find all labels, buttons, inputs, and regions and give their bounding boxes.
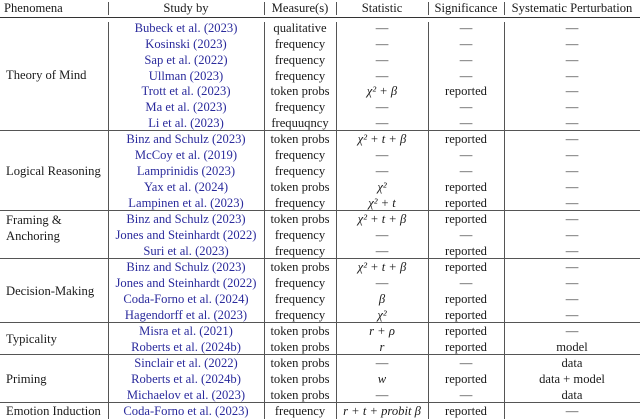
statistic-cell: χ² + t + β (357, 212, 407, 227)
study-cell[interactable]: Yax et al. (2024) (143, 180, 229, 194)
statistic-cell: — (375, 116, 389, 131)
study-cell[interactable]: Jones and Steinhardt (2022) (115, 276, 257, 291)
statistic-cell: χ² (377, 307, 387, 322)
column-divider (428, 210, 429, 259)
perturbation-cell: — (565, 404, 579, 419)
column-divider (504, 354, 505, 403)
phenomenon-label-text: Emotion Induction (6, 404, 101, 419)
significance-cell: reported (445, 340, 487, 354)
phenomenon-label (0, 403, 108, 419)
significance-cell: reported (445, 260, 487, 275)
phenomenon-label-line: Framing & (6, 213, 62, 228)
perturbation-cell: model (556, 340, 588, 354)
statistic-cell: χ² + t + β (357, 132, 407, 147)
significance-cell: reported (445, 243, 487, 258)
perturbation-cell: — (565, 84, 579, 99)
study-cell[interactable]: Jones and Steinhardt (2022) (115, 228, 257, 243)
significance-cell: — (459, 116, 473, 131)
statistic-cell: — (375, 243, 389, 258)
column-divider (336, 258, 337, 322)
column-divider (264, 258, 265, 322)
measure-cell: frequency (274, 404, 326, 419)
significance-cell: reported (445, 132, 487, 147)
study-cell[interactable]: Binz and Schulz (2023) (126, 260, 246, 275)
significance-cell: — (459, 68, 473, 83)
column-divider (428, 322, 429, 355)
column-divider (264, 2, 265, 15)
column-divider (428, 22, 429, 131)
column-divider (504, 258, 505, 322)
phenomenon-label (0, 259, 108, 322)
measure-cell: frequency (274, 243, 326, 258)
statistic-cell: — (375, 228, 389, 243)
significance-cell: — (459, 52, 473, 67)
study-cell[interactable]: Lamprinidis (2023) (136, 164, 236, 179)
column-divider (108, 258, 109, 322)
perturbation-cell: data + model (539, 372, 605, 387)
study-cell[interactable]: Roberts et al. (2024b) (131, 340, 241, 354)
measure-cell: frequency (274, 276, 326, 291)
study-cell[interactable]: McCoy et al. (2019) (134, 148, 238, 163)
study-cell[interactable]: Coda-Forno et al. (2023) (123, 404, 249, 419)
study-cell[interactable]: Michaelov et al. (2023) (126, 388, 246, 403)
statistic-cell: — (375, 36, 389, 51)
measure-cell: token probs (270, 356, 330, 371)
study-cell[interactable]: Trott et al. (2023) (141, 84, 231, 99)
column-divider (504, 130, 505, 210)
perturbation-cell: — (565, 52, 579, 67)
header-systematic-perturbation: Systematic Perturbation (511, 1, 633, 15)
study-cell[interactable]: Hagendorff et al. (2023) (124, 307, 248, 322)
header-significance: Significance (434, 1, 498, 15)
perturbation-cell: data (561, 388, 583, 403)
perturbation-cell: — (565, 291, 579, 306)
perturbation-cell: — (565, 307, 579, 322)
measure-cell: frequency (274, 195, 326, 210)
measure-cell: qualitative (273, 21, 327, 35)
column-divider (108, 354, 109, 403)
column-divider (108, 130, 109, 210)
measure-cell: token probs (270, 132, 330, 147)
header-phenomena: Phenomena (4, 1, 63, 15)
header-study-by: Study by (163, 1, 209, 15)
significance-cell: — (459, 36, 473, 51)
phenomenon-label (0, 211, 108, 259)
perturbation-cell: data (561, 356, 583, 371)
column-divider (428, 354, 429, 403)
study-cell[interactable]: Binz and Schulz (2023) (126, 132, 246, 147)
significance-cell: reported (445, 212, 487, 227)
column-divider (264, 130, 265, 210)
phenomenon-label (0, 355, 108, 403)
perturbation-cell: — (565, 21, 579, 35)
measure-cell: token probs (270, 372, 330, 387)
measure-cell: token probs (270, 212, 330, 227)
perturbation-cell: — (565, 228, 579, 243)
perturbation-cell: — (565, 276, 579, 291)
statistic-cell: χ² (377, 180, 387, 194)
column-divider (264, 210, 265, 259)
column-divider (504, 402, 505, 419)
measure-cell: frequency (274, 68, 326, 83)
column-divider (428, 2, 429, 15)
phenomenon-label-text: Logical Reasoning (6, 164, 101, 179)
significance-cell: reported (445, 372, 487, 387)
column-divider (336, 22, 337, 131)
measure-cell: token probs (270, 180, 330, 194)
statistic-cell: — (375, 388, 389, 403)
phenomenon-label (0, 20, 108, 131)
study-cell[interactable]: Suri et al. (2023) (143, 243, 229, 258)
measure-cell: token probs (270, 388, 330, 403)
study-cell[interactable]: Li et al. (2023) (148, 116, 224, 131)
phenomenon-label (0, 131, 108, 210)
statistic-cell: — (375, 164, 389, 179)
header-statistic: Statistic (361, 1, 403, 15)
statistic-cell: w (377, 372, 387, 387)
column-divider (108, 22, 109, 131)
significance-cell: — (459, 100, 473, 115)
statistic-cell: — (375, 276, 389, 291)
perturbation-cell: — (565, 164, 579, 179)
significance-cell: — (459, 21, 473, 35)
phenomenon-label-text: Typicality (6, 331, 57, 346)
column-divider (504, 2, 505, 15)
study-cell[interactable]: Kosinski (2023) (145, 36, 227, 51)
study-cell[interactable]: Coda-Forno et al. (2024) (123, 291, 249, 306)
study-cell[interactable]: Ullman (2023) (148, 68, 224, 83)
significance-cell: reported (445, 307, 487, 322)
measure-cell: token probs (270, 324, 330, 339)
statistic-cell: — (375, 52, 389, 67)
perturbation-cell: — (565, 132, 579, 147)
measure-cell: frequency (274, 307, 326, 322)
column-divider (108, 322, 109, 355)
column-divider (336, 354, 337, 403)
study-cell[interactable]: Sap et al. (2022) (144, 52, 228, 67)
statistic-cell: χ² + t + β (357, 260, 407, 275)
column-divider (108, 2, 109, 15)
perturbation-cell: — (565, 148, 579, 163)
column-divider (264, 354, 265, 403)
column-divider (336, 402, 337, 419)
measure-cell: frequency (274, 36, 326, 51)
significance-cell: reported (445, 180, 487, 194)
significance-cell: — (459, 388, 473, 403)
table-header (0, 0, 640, 18)
measure-cell: frequency (274, 164, 326, 179)
column-divider (504, 322, 505, 355)
statistic-cell: χ² + t (368, 195, 396, 210)
perturbation-cell: — (565, 212, 579, 227)
column-divider (264, 22, 265, 131)
study-cell[interactable]: Lampinen et al. (2023) (128, 195, 244, 210)
column-divider (108, 402, 109, 419)
measure-cell: frequency (274, 148, 326, 163)
measure-cell: frequuqncy (271, 116, 329, 131)
column-divider (336, 130, 337, 210)
statistic-cell: r (379, 340, 385, 354)
significance-cell: — (459, 148, 473, 163)
perturbation-cell: — (565, 243, 579, 258)
measure-cell: token probs (270, 260, 330, 275)
study-cell[interactable]: Binz and Schulz (2023) (126, 212, 246, 227)
perturbation-cell: — (565, 116, 579, 131)
column-divider (504, 210, 505, 259)
column-divider (264, 402, 265, 419)
phenomenon-label-text: Priming (6, 372, 47, 387)
phenomenon-label (0, 323, 108, 355)
column-divider (336, 210, 337, 259)
perturbation-cell: — (565, 260, 579, 275)
column-divider (428, 258, 429, 322)
phenomenon-label-text: Theory of Mind (6, 68, 87, 83)
perturbation-cell: — (565, 180, 579, 194)
significance-cell: — (459, 356, 473, 371)
statistic-cell: — (375, 21, 389, 35)
study-cell[interactable]: Roberts et al. (2024b) (131, 372, 241, 387)
column-divider (504, 22, 505, 131)
significance-cell: — (459, 276, 473, 291)
statistic-cell: β (378, 291, 386, 306)
measure-cell: frequency (274, 52, 326, 67)
perturbation-cell: — (565, 36, 579, 51)
phenomenon-label-line: Anchoring (6, 229, 60, 244)
measure-cell: frequency (274, 228, 326, 243)
perturbation-cell: — (565, 68, 579, 83)
study-cell[interactable]: Misra et al. (2021) (139, 324, 233, 339)
statistic-cell: χ² + β (366, 84, 398, 99)
study-cell[interactable]: Sinclair et al. (2022) (134, 356, 238, 371)
measure-cell: token probs (270, 340, 330, 354)
perturbation-cell: — (565, 195, 579, 210)
column-divider (428, 402, 429, 419)
perturbation-cell: — (565, 100, 579, 115)
measure-cell: frequency (274, 291, 326, 306)
study-cell[interactable]: Bubeck et al. (2023) (134, 21, 238, 35)
column-divider (264, 322, 265, 355)
significance-cell: — (459, 164, 473, 179)
statistic-cell: — (375, 68, 389, 83)
statistic-cell: — (375, 100, 389, 115)
statistic-cell: r + t + probit β (343, 404, 421, 419)
significance-cell: reported (445, 404, 487, 419)
column-divider (108, 210, 109, 259)
column-divider (428, 130, 429, 210)
perturbation-cell: — (565, 324, 579, 339)
phenomenon-label-text: Decision-Making (6, 283, 95, 298)
statistic-cell: — (375, 356, 389, 371)
measure-cell: frequency (274, 100, 326, 115)
statistic-cell: — (375, 148, 389, 163)
measure-cell: token probs (270, 84, 330, 99)
statistic-cell: r + ρ (369, 324, 395, 339)
column-divider (336, 322, 337, 355)
significance-cell: reported (445, 195, 487, 210)
header-measures: Measure(s) (271, 1, 329, 15)
column-divider (336, 2, 337, 15)
significance-cell: reported (445, 324, 487, 339)
study-cell[interactable]: Ma et al. (2023) (145, 100, 227, 115)
significance-cell: reported (445, 291, 487, 306)
significance-cell: — (459, 228, 473, 243)
significance-cell: reported (445, 84, 487, 99)
